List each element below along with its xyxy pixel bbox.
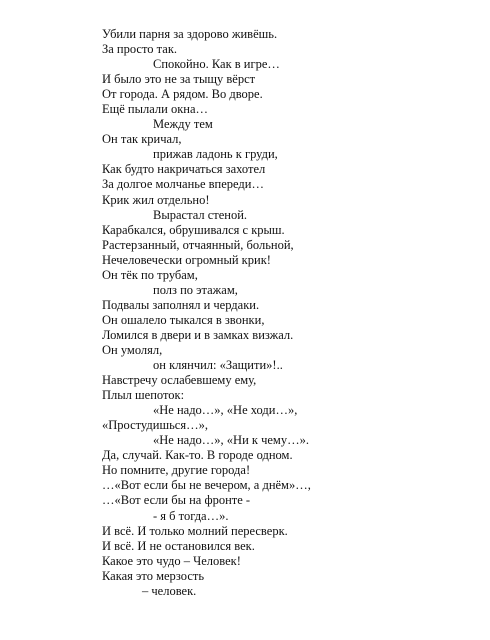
poem-line: Растерзанный, отчаянный, больной, [102,237,294,252]
poem-line: …«Вот если бы на фронте - [102,493,251,508]
poem-line: Подвалы заполнял и чердаки. [102,297,260,312]
poem-line: Он так кричал, [102,132,182,147]
poem-text [102,27,482,599]
poem-line: – человек. [142,583,197,598]
poem-line: И было это не за тыщу вёрст [102,72,256,87]
poem-line: За просто так. [102,42,178,57]
poem-line: Ещё пылали окна… [102,102,209,117]
poem-line: Да, случай. Как-то. В городе одном. [102,448,293,463]
poem-line: И всё. И не остановился век. [102,538,255,553]
poem-line: «Простудишься…», [102,418,208,433]
poem-line: Плыл шепоток: [102,388,185,403]
poem-line: Он ошалело тыкался в звонки, [102,312,265,327]
poem-line: От города. А рядом. Во дворе. [102,87,263,102]
poem-line: Спокойно. Как в игре… [153,57,280,72]
poem-line: Какая это мерзость [102,568,205,583]
poem-line: - я б тогда…». [153,508,229,523]
poem-line: Он тёк по трубам, [102,267,198,282]
poem-line: «Не надо…», «Ни к чему…». [153,433,309,448]
poem-line: Убили парня за здорово живёшь. [102,27,278,41]
poem-line: прижав ладонь к груди, [153,147,278,162]
poem-line: Но помните, другие города! [102,463,251,478]
poem-line: Как будто накричаться захотел [102,162,266,177]
poem-line: И всё. И только молний пересверк. [102,523,288,538]
poem-line: Крик жил отдельно! [102,192,210,207]
poem-line: Карабкался, обрушивался с крыш. [102,222,285,237]
poem-line: полз по этажам, [153,282,238,297]
poem-line: Нечеловечески огромный крик! [102,252,271,267]
poem-line: Какое это чудо – Человек! [102,553,241,568]
poem-line: Вырастал стеной. [153,207,248,222]
poem-line: Ломился в двери и в замках визжал. [102,327,294,342]
poem-line: …«Вот если бы не вечером, а днём»…, [102,478,311,493]
poem-line: Он умолял, [102,342,163,357]
poem-line: он клянчил: «Защити»!.. [153,358,283,373]
poem-line: Между тем [153,117,213,132]
poem-line: За долгое молчанье впереди… [102,177,264,192]
poem-line: «Не надо…», «Не ходи…», [153,403,298,418]
poem-line: Навстречу ослабевшему ему, [102,373,257,388]
